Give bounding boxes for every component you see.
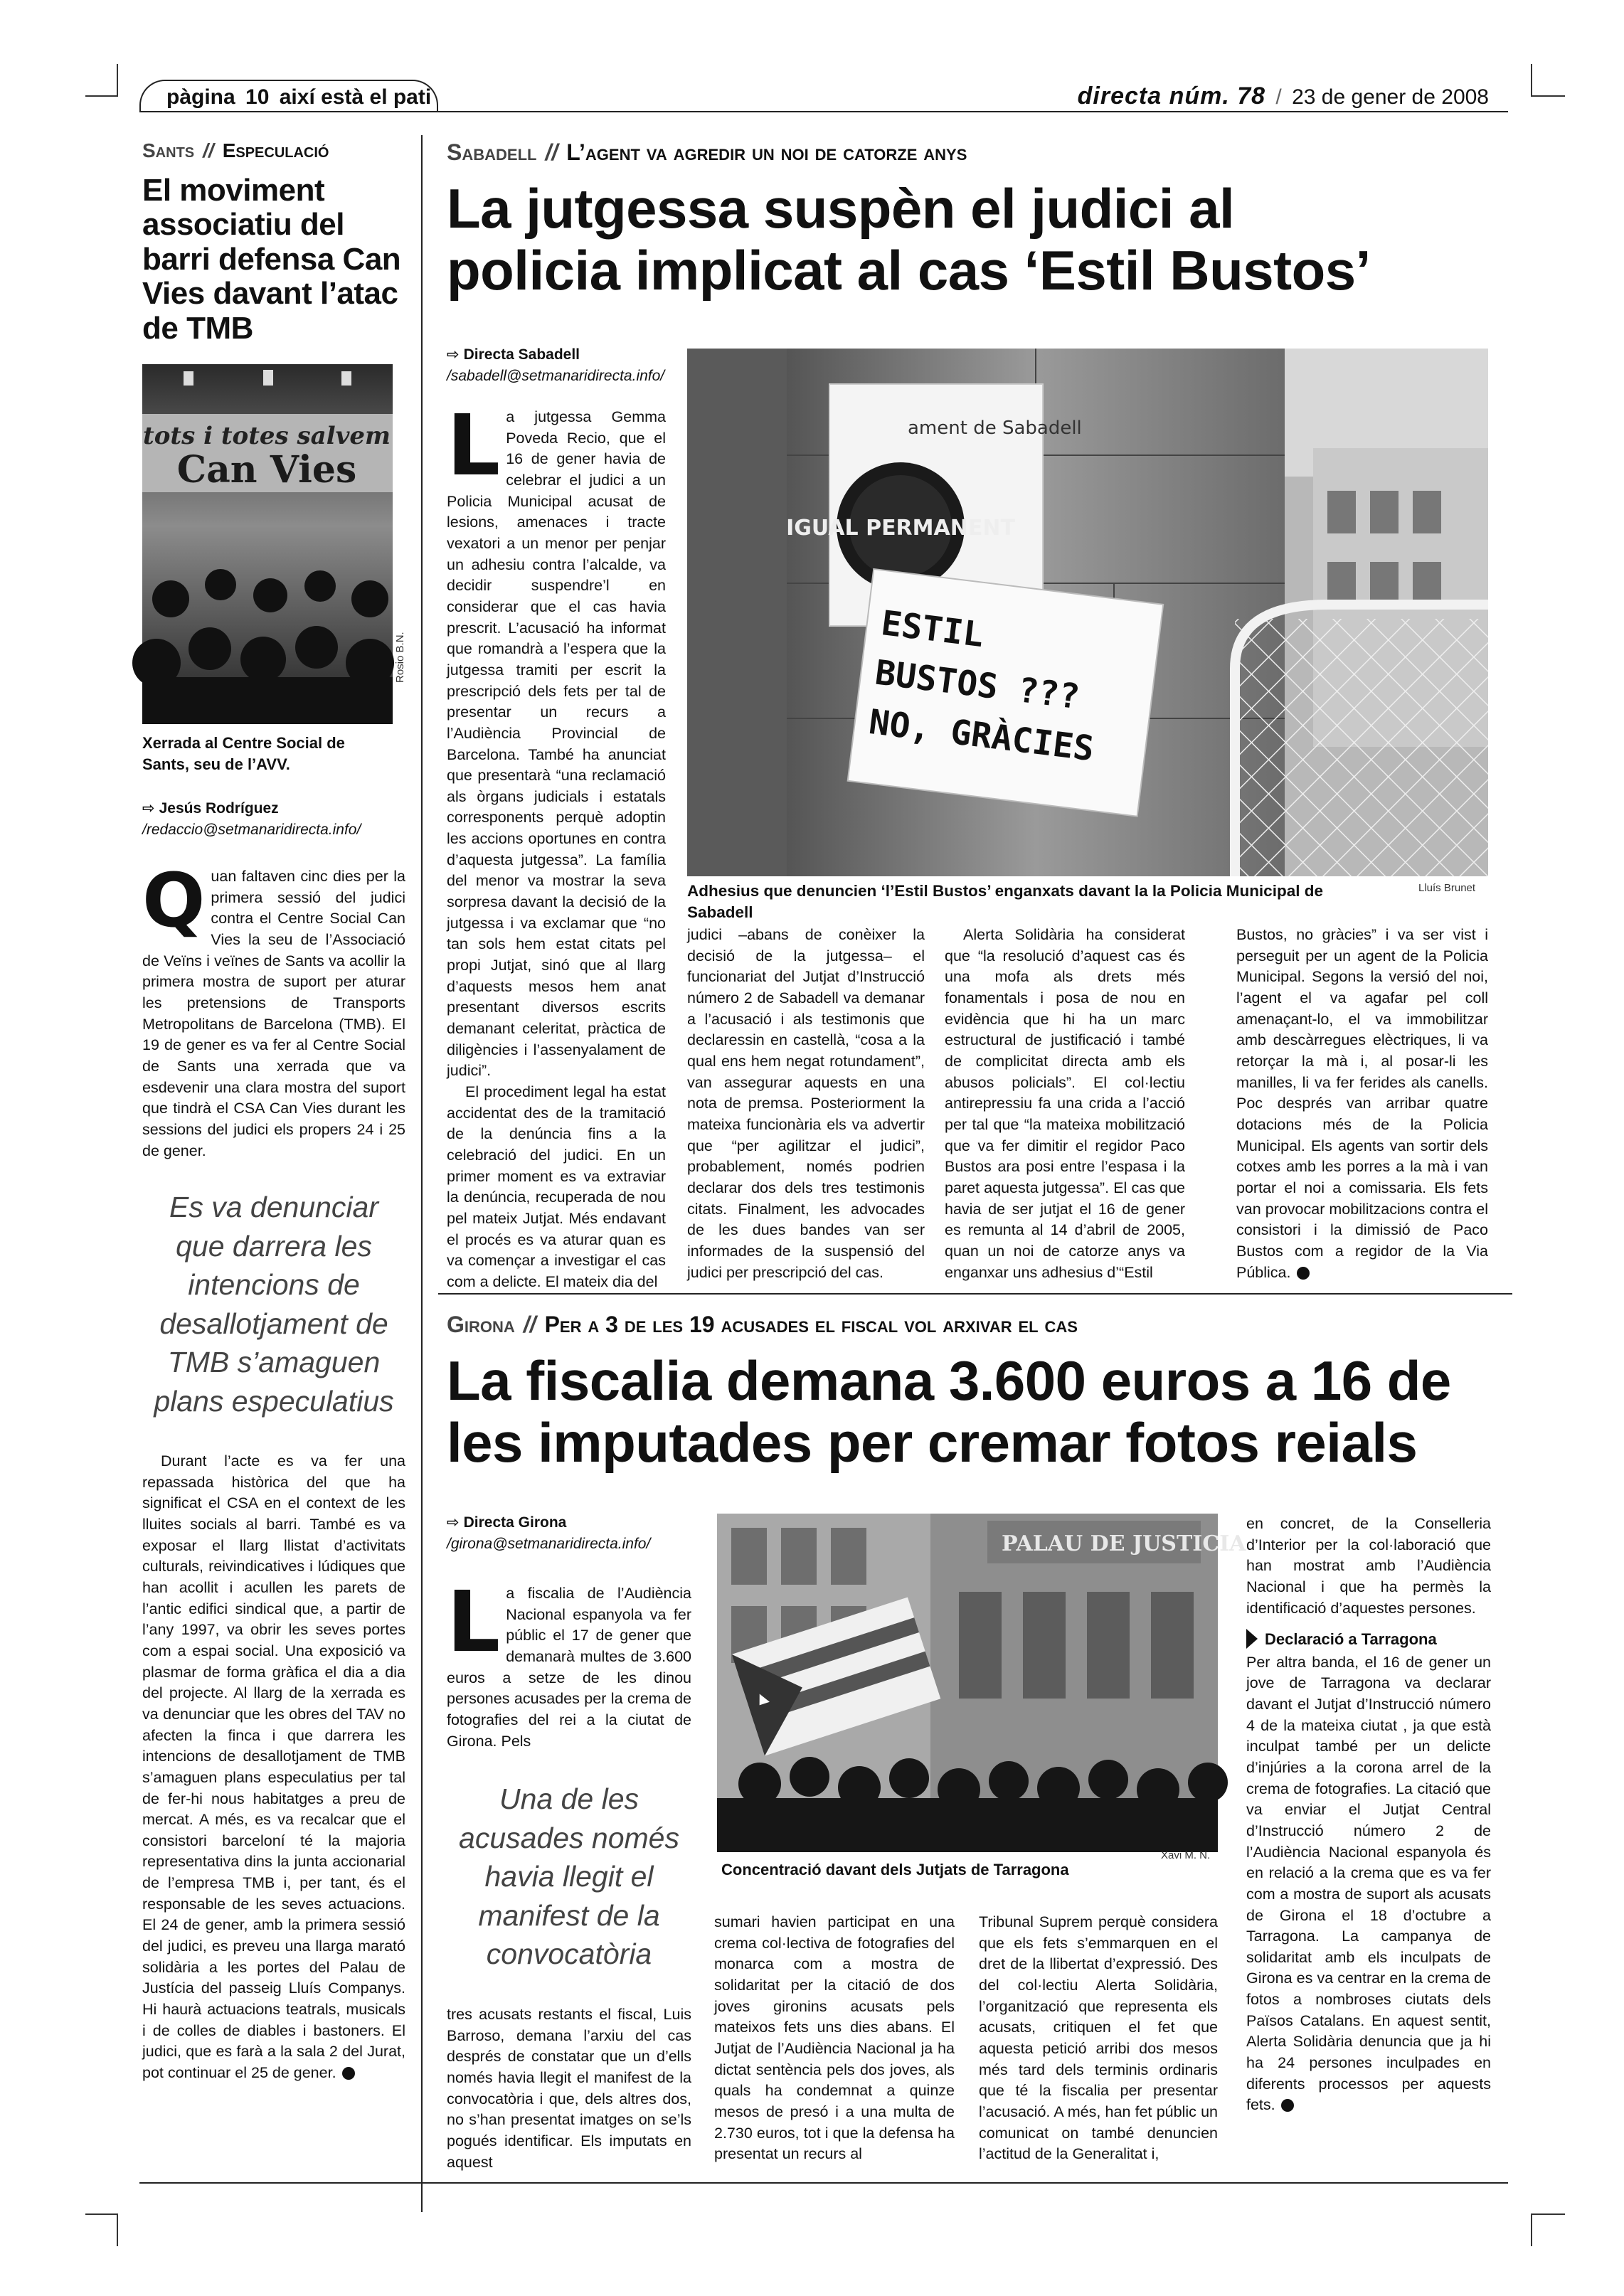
sants-pullquote: Es va denunciar que darrera les intencions de desallotjament de TMB s’amaguen plans especulatius [154, 1191, 394, 1418]
girona-headline [447, 1350, 1514, 1474]
dropcap: Q [142, 857, 206, 944]
sabadell-photo [687, 349, 1488, 876]
paragraph: sumari havien participat en una crema col·lectiva de fotografies del monarca com a mostra de solidaritat per la citació de dos joves gironins acusats pels mateixos fets uns dies abans. El Jutjat de l’Audiència Nacional ja ha dictat sentència pels dos joves, als quals ha condemnat a quinze mesos de presó i a una multa de 2.730 euros, tot i que la defensa ha presentat un recurs al [714, 1913, 955, 2163]
crop-mark [1532, 2213, 1565, 2215]
girona-caption: Concentració davant dels Jutjats de Tarragona [721, 1861, 1069, 1878]
photo-sticker-top: ament de Sabadell [908, 418, 1082, 439]
subhead-triangle-icon [1246, 1629, 1258, 1649]
paragraph: en concret, de la Conselleria d’Interior per la col·laboració que han mostrat amb l’Audiència Nacional i que ha permès la identificació d’aquestes persones. [1246, 1515, 1491, 1617]
kicker-place: Sants [142, 139, 195, 161]
crop-mark [1531, 64, 1532, 97]
section-name: així està el pati [279, 85, 432, 109]
byline-name: Directa Girona [463, 1514, 567, 1531]
photo-banner-1: tots i totes salvem [143, 422, 391, 450]
kicker-separator: // [203, 139, 214, 161]
girona-pullquote: Una de les acusades només havia llegit el manifest de la convocatòria [459, 1782, 679, 1971]
paragraph: Alerta Solidària ha considerat que “la resolució d’aquest cas és una mofa als drets més fonamentals i posa de nou en evidència que hi ha un marc estructural de justificació i també de complicitat directa amb els abusos policials”. El col·lectiu antirepressiu fa una crida a l’acció per tal que “la mateixa mobilització que va fer dimitir el regidor Paco Bustos ara posi entre l’espasa i la paret aquesta jutgessa”. El cas que havia de ser jutjat el 16 de gener es remunta al 14 d’abril de 2005, quan un noi de catorze anys va enganxar uns adhesius d’“Estil [945, 926, 1185, 1281]
byline-email[interactable]: /girona@setmanaridirecta.info/ [447, 1536, 651, 1553]
byline-email[interactable]: /sabadell@setmanaridirecta.info/ [447, 368, 665, 385]
photo-sticker-mid: IGUAL PERMANENT [786, 516, 1015, 541]
sabadell-kicker [447, 139, 967, 166]
column-rule [421, 135, 423, 2212]
girona-photo [717, 1514, 1246, 1852]
girona-col-3 [979, 1912, 1218, 2165]
crop-mark [117, 2213, 118, 2246]
footer-rule [139, 2182, 1508, 2184]
sabadell-col-4 [1236, 925, 1488, 1283]
paragraph: uan faltaven cinc dies per la primera sessió del judici contra el Centre Social Can Vies la seu de l’Associació de Veïns i veïnes de Sants va acollir la primera mostra de suport per aturar les pretensions de Transports Metropolitans de Barcelona (TMB). El 19 de gener es va fer al Centre Social de Sants una xerrada que va esdevenir una clara mostra del suport que tindrà el CSA Can Vies durant les sessions del judici els propers 24 i 25 de gener. [142, 868, 405, 1159]
kicker-topic: Especulació [222, 139, 329, 161]
header-rule [139, 111, 1508, 112]
headline-line: La jutgessa suspèn el judici al [447, 177, 1235, 240]
girona-photo-credit: Xavi M. N. [1161, 1849, 1211, 1861]
paragraph: a fiscalia de l’Audiència Nacional espanyola va fer públic el 17 de gener que demanarà multes de 3.600 euros a setze de les dinou persones acusades per la crema de fotografies del rei a la ciutat de Girona. Pels [447, 1585, 691, 1750]
crop-mark [117, 64, 118, 97]
page-folio [139, 80, 438, 111]
paragraph: tres acusats restants el fiscal, Luis Barroso, demana l’arxiu del cas després de constatar que un d’ells només havia llegit el manifest de la convocatòria i que, dels altres dos, no s’han presentat imatges on se’ls pogués identificar. Els imputats en aquest [447, 2006, 691, 2171]
sants-body-2 [142, 1451, 405, 2084]
photo-sign-line: NO, GRÀCIES [866, 702, 1096, 770]
dropcap: L [447, 1573, 501, 1671]
sants-body-1 [142, 857, 405, 1162]
issue-info [1078, 83, 1489, 110]
dropcap: L [447, 396, 501, 494]
byline-arrow-icon: ⇨ [447, 346, 460, 363]
issue-date: 23 de gener de 2008 [1292, 85, 1489, 109]
sants-photo [142, 364, 393, 724]
sants-photo-credit: Rosio B.N. [394, 632, 406, 683]
end-mark-icon [342, 2067, 355, 2080]
crop-mark [1531, 2213, 1532, 2246]
photo-building-sign: PALAU DE JUSTICIA [1002, 1531, 1246, 1556]
section-divider [438, 1293, 1512, 1295]
girona-col-1 [447, 1573, 691, 1752]
magazine-name: directa núm. 78 [1077, 83, 1266, 110]
sabadell-photo-illustration [687, 349, 1488, 876]
sabadell-headline [447, 178, 1514, 302]
photo-sign-line: BUSTOS ??? [873, 652, 1082, 718]
headline-line: policia implicat al cas ‘Estil Bustos’ [447, 239, 1371, 302]
photo-banner-2: Can Vies [176, 448, 357, 491]
kicker-place: Girona [447, 1312, 515, 1337]
kicker-topic: L’agent va agredir un noi de catorze anys [566, 139, 967, 165]
page-number: 10 [245, 85, 270, 109]
kicker-topic: Per a 3 de les 19 acusades el fiscal vol arxivar el cas [544, 1312, 1078, 1337]
folio-prefix: pàgina [166, 85, 235, 109]
byline-arrow-icon: ⇨ [447, 1514, 460, 1531]
headline-line: les imputades per cremar fotos reials [447, 1411, 1418, 1474]
sabadell-byline [447, 344, 665, 388]
byline-name: Jesús Rodríguez [159, 800, 279, 817]
girona-byline [447, 1512, 681, 1556]
girona-kicker [447, 1312, 1078, 1338]
end-mark-icon [1297, 1267, 1310, 1280]
paragraph: judici –abans de conèixer la decisió de la jutgessa– el funcionariat del Jutjat d’Instrucció número 2 de Sabadell va demanar a l’acusació i als testimonis que declaressin en castellà, “cosa a la qual ens hem negat rotundament”, van assegurar aquests en una nota de premsa. Posteriorment la mateixa funcionària els va advertir que “per agilitzar el judici”, probablement, només podrien declarar dos dels tres testimonis citats. Finalment, les advocades de les dues bandes van ser informades de la suspensió del judici per prescripció del cas. [687, 926, 925, 1281]
sants-kicker [142, 139, 329, 162]
paragraph: Per altra banda, el 16 de gener un jove de Tarragona va declarar davant el Jutjat d’Instrucció número 4 de la mateixa ciutat , ja que està inculpat també per un delicte d’injúries a la corona arrel de la crema de fotografies. La citació que va enviar el Jutjat Central d’Instrucció número 2 de l’Audiència Nacional espanyola és en relació a la crema que es va fer com a mostra de suport als acusats de Girona el 18 d’octubre a Tarragona. La campanya de solidaritat amb els inculpats de Girona es va centrar en la crema de fotos a nombroses ciutats dels Països Catalans. En aquest sentit, Alerta Solidària denuncia que ja hi ha 24 persones inculpades en diferents processos per aquests fets. [1246, 1653, 1491, 2114]
sants-caption: Xerrada al Centre Social de Sants, seu de l’AVV. [142, 734, 345, 773]
sabadell-photo-credit: Lluís Brunet [1418, 882, 1476, 894]
crop-mark [1532, 95, 1565, 97]
separator: / [1275, 85, 1282, 109]
sabadell-caption: Adhesius que denuncien ‘l’Estil Bustos’ enganxats davant la la Policia Municipal de Sabadell [687, 882, 1323, 922]
paragraph: Bustos, no gràcies” i va ser vist i perseguit per un agent de la Policia Municipal. Segons la versió del noi, l’agent el va agafar pel coll amenaçant-lo, el va immobilitzar amb descàrregues elèctriques, li va retorçar la mà i, al posar-li les manilles, li va fer ferides als canells. Poc després van arribar quatre dotacions més de la Policia Municipal. Els agents van sortir dels cotxes amb les porres a la mà i van portar el noi a comissaria. Els fets van provocar mobilitzacions contra el consistori i la dimissió de Paco Bustos com a regidor de la Via Pública. [1236, 926, 1488, 1281]
girona-col-1b [447, 2004, 691, 2173]
sabadell-col-3 [945, 925, 1185, 1283]
crop-mark [85, 95, 118, 97]
sants-byline [142, 798, 405, 841]
sabadell-col-2 [687, 925, 925, 1283]
sants-headline: El moviment associatiu del barri defensa Can Vies davant l’atac de TMB [142, 173, 401, 346]
sabadell-col-1 [447, 396, 666, 1293]
paragraph: a jutgessa Gemma Poveda Recio, que el 16 de gener havia de celebrar el judici a un Policia Municipal acusat de lesions, amenaces i tracte vexatori a un menor per penjar un adhesiu contra l’alcalde, va decidir suspendre’l en considerar que el cas havia prescrit. L’acusació ha informat que romandrà a l’espera que la jutgessa tramiti per escrit la prescripció dels fets per tal de presentar un recurs a l’Audiència Provincial de Barcelona. També ha anunciat que presentarà “una reclamació als òrgans judicials i estatals corresponents perquè adoptin les accions oportunes en contra d’aquesta jutgessa”. La família del menor va mostrar la seva sorpresa davant la decisió de la jutgessa i va exclamar que “no tan sols hem estat citats pel propi Jutjat, sinó que al llarg d’aquests mesos hem anat presentant diversos escrits demanant celeritat, pràctica de diligències i l’assenyalament de judici”. [447, 408, 666, 1080]
girona-col-4 [1246, 1514, 1491, 2116]
crop-mark [85, 2213, 118, 2215]
end-mark-icon [1281, 2099, 1294, 2112]
girona-subhead [1246, 1629, 1491, 1650]
sants-photo-illustration [142, 364, 393, 724]
headline-line: La fiscalia demana 3.600 euros a 16 de [447, 1349, 1451, 1412]
byline-arrow-icon: ⇨ [142, 800, 155, 817]
paragraph: Durant l’acte es va fer una repassada històrica del que ha significat el CSA en el context de les lluites socials al barri. També es va exposar el llarg llistat d’activitats culturals, reivindicatives i lúdiques que han acollit i acullen les parets de l’antic edifici sindical que, a partir de l’any 1997, va obrir les seves portes com a espai social. Una exposició va plasmar de forma gràfica el dia a dia del projecte. Al llarg de la xerrada es va denunciar que les obres del TAV no afecten la finca i que darrera les intencions de desallotjament de TMB s’amaguen plans especulatius per tal de fer-hi nous habitatges a preu de mercat. A més, es va recalcar que el consistori barceloní té la majoria representativa dins la junta accionarial de l’empresa TMB i, per tant, és el responsable de les seves actuacions. El 24 de gener, amb la primera sessió del judici, es preveu una llarga marató solidària a les portes del Palau de Justícia del passeig Lluís Companys. Hi haurà actuacions teatrals, musicals i de colles de diables i bastoners. El judici, que es farà a la sala 2 del Jurat, pot continuar el 25 de gener. [142, 1452, 405, 2082]
girona-col-2 [714, 1912, 955, 2165]
paragraph: El procediment legal ha estat accidentat des de la tramitació de la denúncia fins a la celebració del judici. En un primer moment es va extraviar la denúncia, recuperada de nou pel mateix Jutjat. Més endavant el procés es va aturar quan es va començar a investigar el cas com a delicte. El mateix dia del [447, 1083, 666, 1290]
kicker-separator: // [545, 139, 558, 165]
photo-sign-line: ESTIL [879, 603, 986, 656]
kicker-separator: // [523, 1312, 536, 1337]
byline-name: Directa Sabadell [463, 346, 580, 363]
girona-photo-illustration [717, 1514, 1246, 1852]
kicker-place: Sabadell [447, 139, 537, 165]
paragraph: Tribunal Suprem perquè considera que els fets s’emmarquen en el dret de la llibertat d’expressió. Des del col·lectiu Alerta Solidària, l’organització que representa els acusats, critiquen el fet que aquesta petició arribi dos mesos més tard dels terminis ordinaris que té la fiscalia per presentar l’acusació. A més, han fet públic un comunicat on també denuncien l’actitud de la Generalitat i, [979, 1913, 1218, 2163]
subhead-text: Declaració a Tarragona [1265, 1630, 1437, 1649]
byline-email[interactable]: /redaccio@setmanaridirecta.info/ [142, 822, 361, 839]
